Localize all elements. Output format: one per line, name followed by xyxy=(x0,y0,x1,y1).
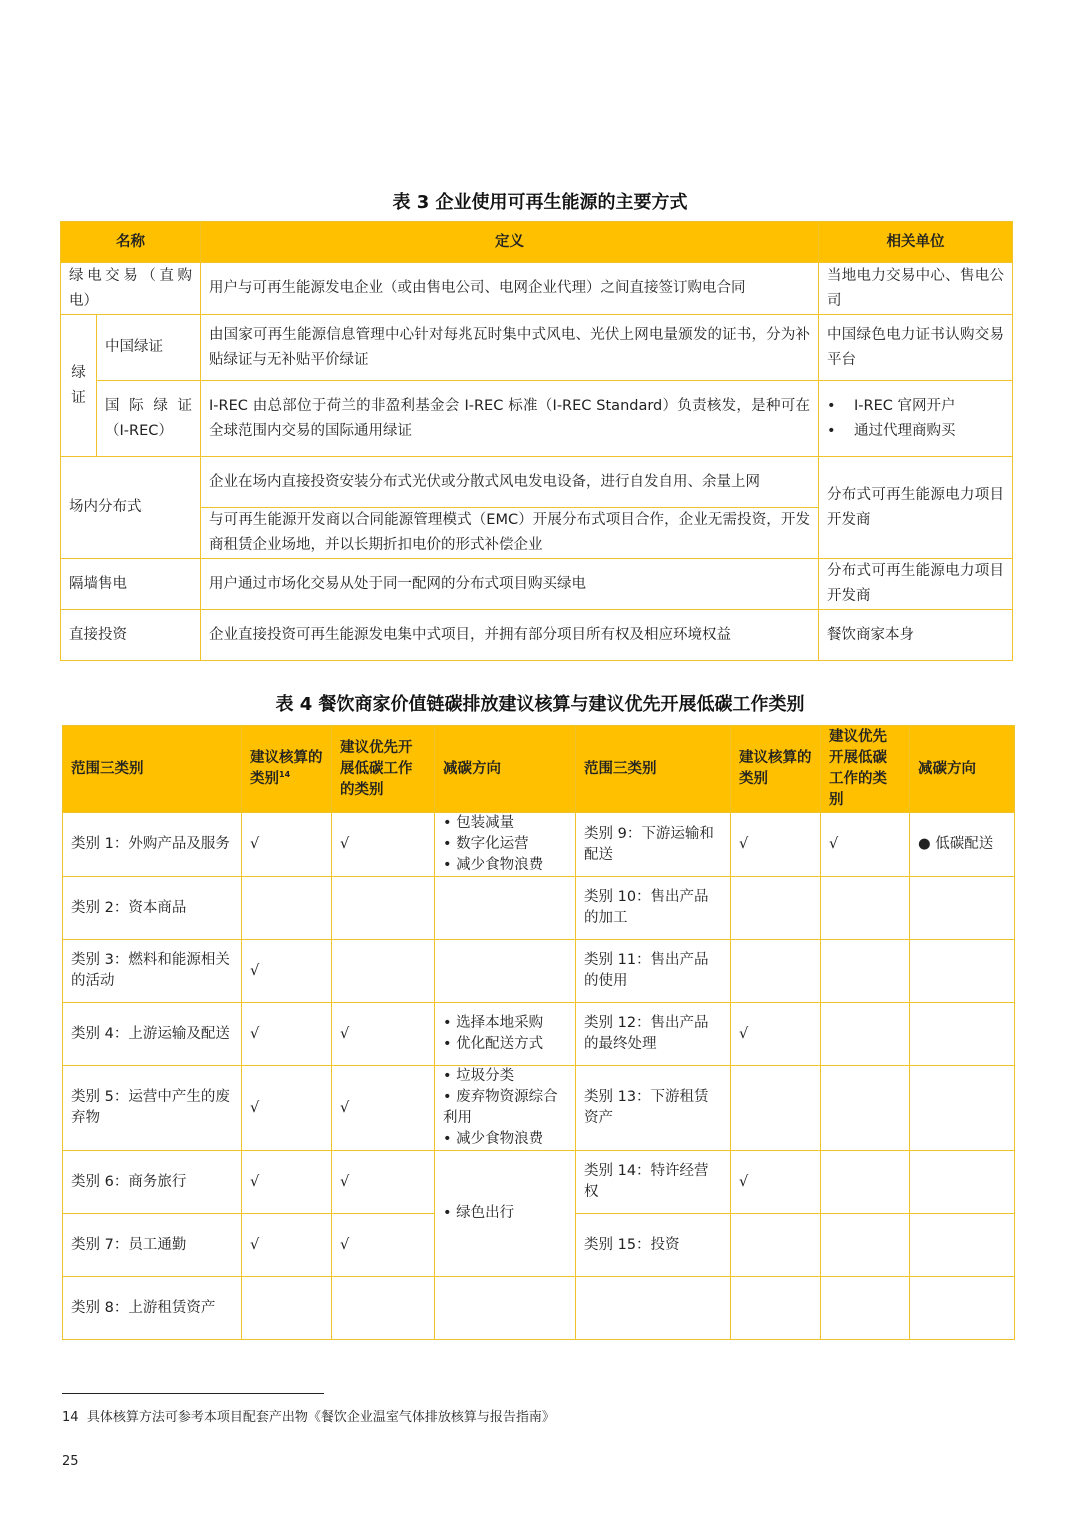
footnote-divider xyxy=(62,1393,324,1394)
footnote xyxy=(62,1406,555,1425)
priority-check: √ xyxy=(332,1003,435,1066)
header-related-unit: 相关单位 xyxy=(819,222,1013,263)
page-number: 25 xyxy=(62,1454,79,1469)
calc-check: √ xyxy=(242,1003,332,1066)
onsite-name: 场内分布式 xyxy=(61,457,201,559)
onsite-unit: 分布式可再生能源电力项目开发商 xyxy=(819,457,1013,559)
calc-check: √ xyxy=(242,940,332,1003)
category-6: 类别 6：商务旅行 xyxy=(63,1151,242,1214)
calc-check: √ xyxy=(242,813,332,877)
calc-check: √ xyxy=(242,1066,332,1151)
reduce-item: • 包装减量 xyxy=(443,813,567,834)
priority-check: √ xyxy=(332,1066,435,1151)
category-8: 类别 8：上游租赁资产 xyxy=(63,1277,242,1340)
calc-check: √ xyxy=(731,1003,821,1066)
intl-cert-definition: I-REC 由总部位于荷兰的非盈利基金会 I-REC 标准（I-REC Standard）负责核发，是种可在全球范围内交易的国际通用绿证 xyxy=(201,381,819,457)
green-power-unit: 当地电力交易中心、售电公司 xyxy=(819,263,1013,315)
reduce-item: • 减少食物浪费 xyxy=(443,855,567,876)
header-priority-2: 建议优先开展低碳工作的类别 xyxy=(821,726,910,813)
category-4: 类别 4：上游运输及配送 xyxy=(63,1003,242,1066)
header-calc: 建议核算的类别$^{14}$ xyxy=(242,726,332,813)
green-cert-label-2: 证 xyxy=(71,389,86,406)
table3 xyxy=(60,221,1013,661)
reduce-item: • 垃圾分类 xyxy=(443,1066,567,1087)
priority-check: √ xyxy=(821,813,910,877)
header-scope-2: 范围三类别 xyxy=(576,726,731,813)
header-calc-2: 建议核算的类别 xyxy=(731,726,821,813)
priority-check: √ xyxy=(332,1214,435,1277)
category-10: 类别 10：售出产品的加工 xyxy=(576,877,731,940)
reduce-item: • 选择本地采购 xyxy=(443,1013,567,1034)
wall-unit: 分布式可再生能源电力项目开发商 xyxy=(819,559,1013,610)
category-2: 类别 2：资本商品 xyxy=(63,877,242,940)
category-1: 类别 1：外购产品及服务 xyxy=(63,813,242,877)
category-14: 类别 14：特许经营权 xyxy=(576,1151,731,1214)
intl-cert-name: 国 际 绿 证（I-REC） xyxy=(97,381,201,457)
reduce-cell: ● 低碳配送 xyxy=(910,813,1015,877)
china-cert-definition: 由国家可再生能源信息管理中心针对每兆瓦时集中式风电、光伏上网电量颁发的证书，分为补贴绿证与无补贴平价绿证 xyxy=(201,315,819,381)
green-cert-label-1: 绿 xyxy=(71,364,86,381)
wall-name: 隔墙售电 xyxy=(61,559,201,610)
table4 xyxy=(62,725,1015,1340)
calc-check: √ xyxy=(731,813,821,877)
category-13: 类别 13：下游租赁资产 xyxy=(576,1066,731,1151)
direct-unit: 餐饮商家本身 xyxy=(819,610,1013,661)
table4-title: 表 4 餐饮商家价值链碳排放建议核算与建议优先开展低碳工作类别 xyxy=(275,694,805,715)
onsite-definition-1: 企业在场内直接投资安装分布式光伏或分散式风电发电设备，进行自发自用、余量上网 xyxy=(201,457,819,508)
header-definition: 定义 xyxy=(201,222,819,263)
direct-definition: 企业直接投资可再生能源发电集中式项目，并拥有部分项目所有权及相应环境权益 xyxy=(201,610,819,661)
category-11: 类别 11：售出产品的使用 xyxy=(576,940,731,1003)
reduce-cell xyxy=(435,1066,576,1151)
footnote-ref: 14 xyxy=(279,770,291,780)
intl-cert-unit-item: • I-REC 官网开户 xyxy=(827,397,956,414)
green-power-name: 绿电交易（直购电） xyxy=(61,263,201,315)
footnote-text: 具体核算方法可参考本项目配套产出物《餐饮企业温室气体排放核算与报告指南》 xyxy=(86,1410,555,1425)
reduce-item: • 废弃物资源综合利用 xyxy=(443,1087,567,1129)
green-power-definition: 用户与可再生能源发电企业（或由售电公司、电网企业代理）之间直接签订购电合同 xyxy=(201,263,819,315)
reduce-cell xyxy=(435,813,576,877)
footnote-number: 14 xyxy=(62,1410,79,1425)
category-5: 类别 5：运营中产生的废弃物 xyxy=(63,1066,242,1151)
header-reduce: 减碳方向 xyxy=(435,726,576,813)
header-reduce-2: 减碳方向 xyxy=(910,726,1015,813)
priority-check: √ xyxy=(332,1151,435,1214)
category-7: 类别 7：员工通勤 xyxy=(63,1214,242,1277)
header-priority: 建议优先开展低碳工作的类别 xyxy=(332,726,435,813)
calc-check: √ xyxy=(731,1151,821,1214)
reduce-item: • 绿色出行 xyxy=(443,1203,567,1224)
table3-title: 表 3 企业使用可再生能源的主要方式 xyxy=(392,192,688,213)
reduce-cell xyxy=(435,1151,576,1277)
calc-check: √ xyxy=(242,1214,332,1277)
china-cert-name: 中国绿证 xyxy=(97,315,201,381)
reduce-item: • 优化配送方式 xyxy=(443,1034,567,1055)
priority-check: √ xyxy=(332,813,435,877)
intl-cert-unit-item: • 通过代理商购买 xyxy=(827,422,956,439)
china-cert-unit: 中国绿色电力证书认购交易平台 xyxy=(819,315,1013,381)
reduce-item: • 减少食物浪费 xyxy=(443,1129,567,1150)
header-name: 名称 xyxy=(61,222,201,263)
reduce-item: • 数字化运营 xyxy=(443,834,567,855)
calc-check: √ xyxy=(242,1151,332,1214)
category-3: 类别 3：燃料和能源相关的活动 xyxy=(63,940,242,1003)
category-12: 类别 12：售出产品的最终处理 xyxy=(576,1003,731,1066)
intl-cert-unit xyxy=(819,381,1013,457)
header-scope: 范围三类别 xyxy=(63,726,242,813)
wall-definition: 用户通过市场化交易从处于同一配网的分布式项目购买绿电 xyxy=(201,559,819,610)
direct-name: 直接投资 xyxy=(61,610,201,661)
category-15: 类别 15：投资 xyxy=(576,1214,731,1277)
reduce-cell xyxy=(435,1003,576,1066)
green-cert-group xyxy=(61,315,97,457)
onsite-definition-2: 与可再生能源开发商以合同能源管理模式（EMC）开展分布式项目合作，企业无需投资，开发商租赁企业场地，并以长期折扣电价的形式补偿企业 xyxy=(201,508,819,559)
category-9: 类别 9：下游运输和配送 xyxy=(576,813,731,877)
